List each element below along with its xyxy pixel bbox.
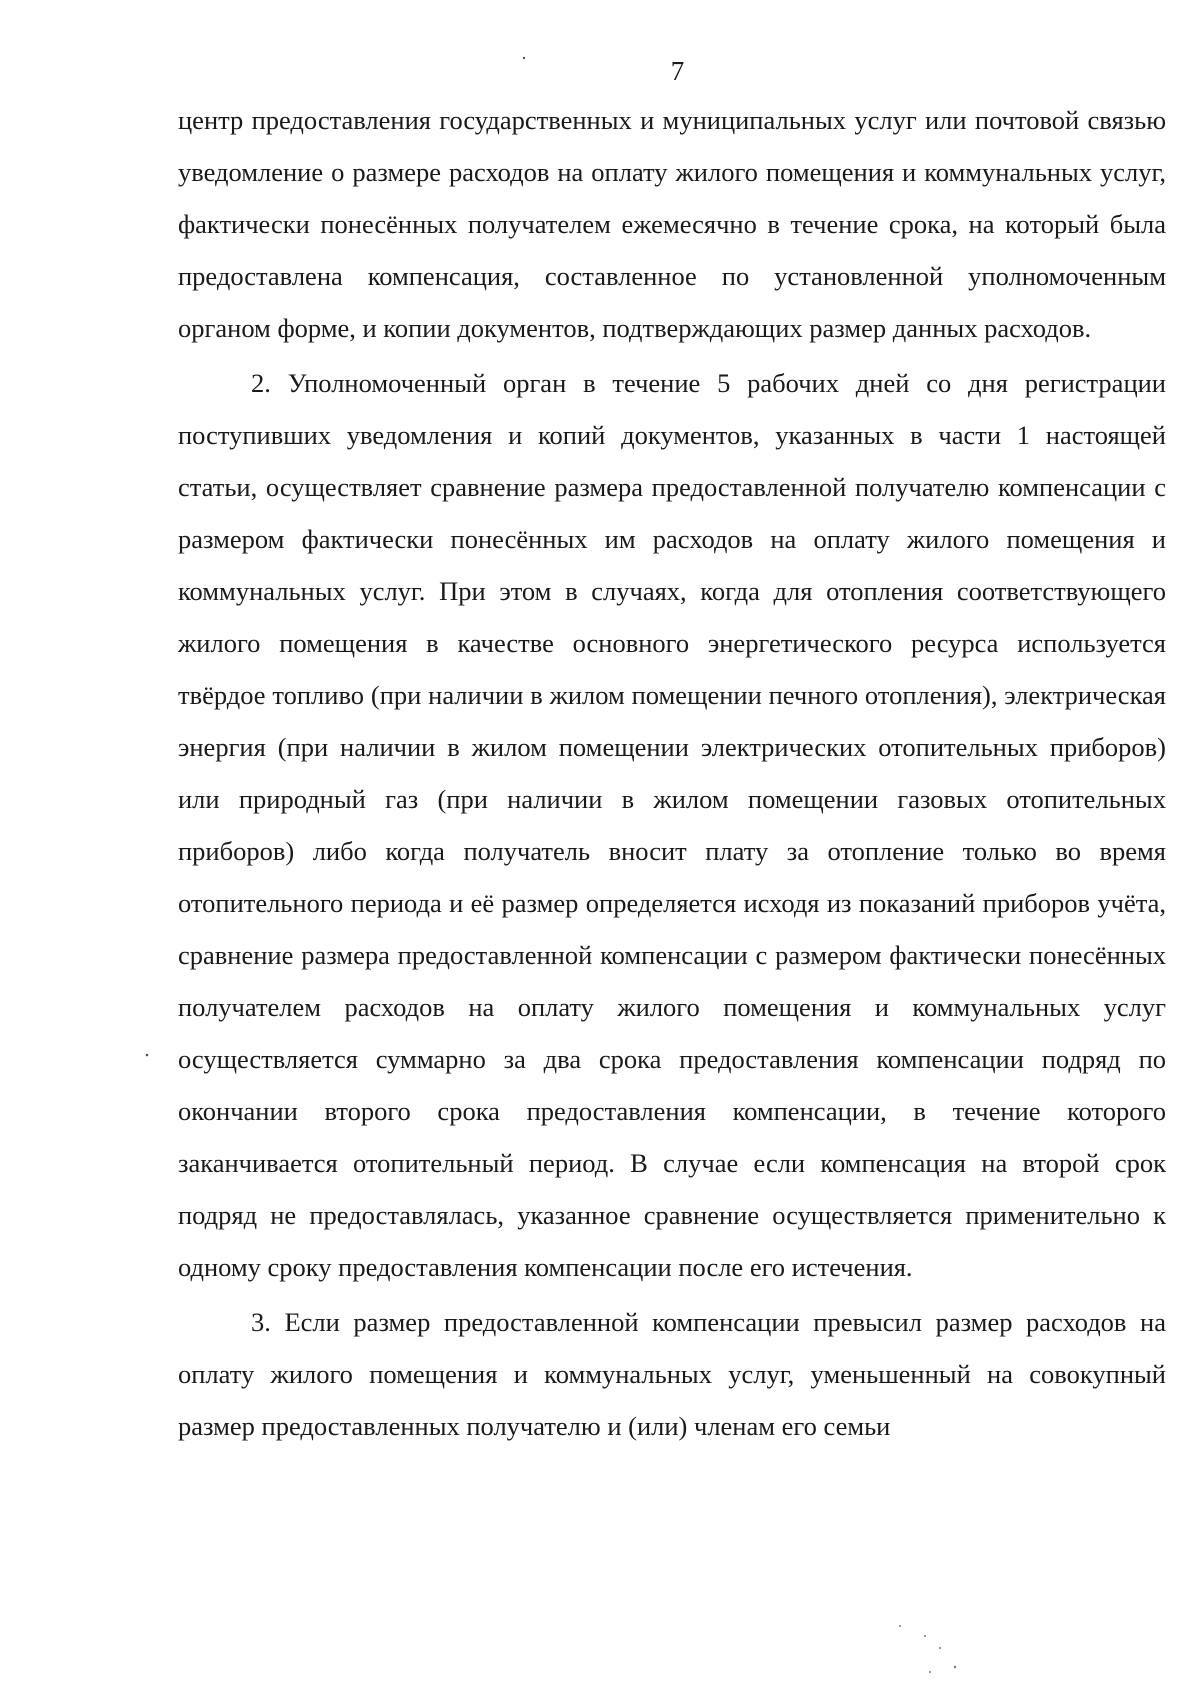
- paragraph-continuation: центр предоставления государственных и муниципальных услуг или почтовой связью уведомление о размере расходов на оплату жилого помещения и коммунальных услуг, фактически понесённых получателем ежемесячно в течение срока, на который была предоставлена компенсация, составленное по установленной уполномоченным органом форме, и копии документов, подтверждающих размер данных расходов.: [178, 105, 1166, 343]
- paragraph-clause-3: 3. Если размер предоставленной компенсации превысил размер расходов на оплату жилого помещения и коммунальных услуг, уменьшенный на совокупный размер предоставленных получателю и (или) членам его семьи: [178, 1307, 1166, 1441]
- page-number: 7: [670, 56, 685, 86]
- paragraph-clause-2: 2. Уполномоченный орган в течение 5 рабочих дней со дня регистрации поступивших уведомления и копий документов, указанных в части 1 настоящей статьи, осуществляет сравнение размера предоставленной получателю компенсации с размером фактически понесённых им расходов на оплату жилого помещения и коммунальных услуг. При этом в случаях, когда для отопления соответствующего жилого помещения в качестве основного энергетического ресурса используется твёрдое топливо (при наличии в жилом помещении печного отопления), электрическая энергия (при наличии в жилом помещении электрических отопительных приборов) или природный газ (при наличии в жилом помещении газовых отопительных приборов) либо когда получатель вносит плату за отопление только во время отопительного периода и её размер определяется исходя из показаний приборов учёта, сравнение размера предоставленной компенсации с размером фактически понесённых получателем расходов на оплату жилого помещения и коммунальных услуг осуществляется суммарно за два срока предоставления компенсации подряд по окончании второго срока предоставления компенсации, в течение которого заканчивается отопительный период. В случае если компенсация на второй срок подряд не предоставлялась, указанное сравнение осуществляется применительно к одному сроку предоставления компенсации после его истечения.: [178, 368, 1166, 1282]
- document-body: [178, 94, 1166, 1452]
